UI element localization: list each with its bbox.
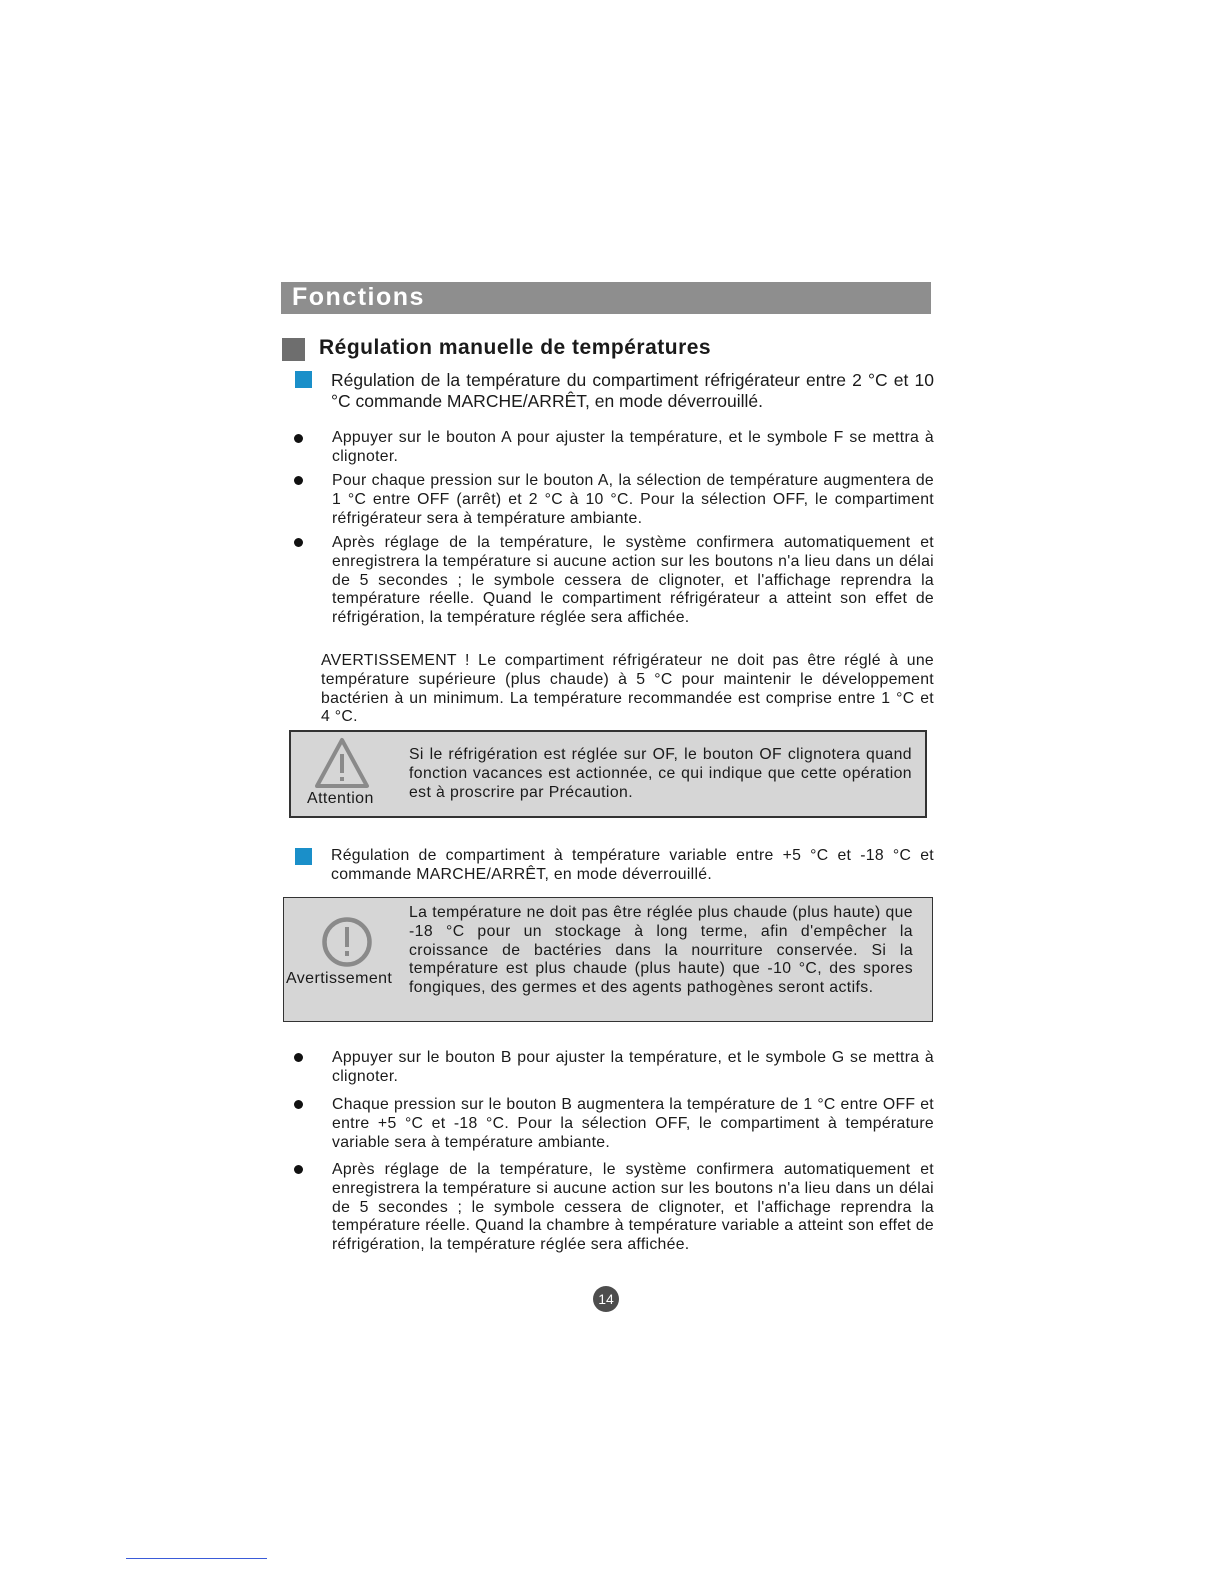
page-number: 14: [593, 1286, 619, 1312]
bullet-icon: [294, 1165, 303, 1174]
subheading-marker: [295, 848, 312, 865]
variable-bullet-1: Appuyer sur le bouton B pour ajuster la température, et le symbole G se mettra à clignoter.: [332, 1049, 934, 1085]
section-title: Fonctions: [292, 283, 425, 311]
page-heading: Régulation manuelle de températures: [319, 336, 712, 359]
section-title-bar: [281, 282, 931, 314]
bullet-icon: [294, 434, 303, 443]
exclamation-circle-icon: [321, 916, 373, 968]
attention-callout: [289, 730, 927, 818]
avertissement-label: Avertissement: [286, 970, 393, 987]
fridge-bullet-3: Après réglage de la température, le système confirmera automatiquement et enregistrera la température si aucune action sur les boutons n'a lieu dans un délai de 5 secondes ; le symbole cessera de clignoter, et l'affichage reprendra la température réelle. Quand le compartiment réfrigérateur a atteint son effet de réfrigération, la température réglée sera affichée.: [332, 534, 934, 627]
attention-text: Si le réfrigération est réglée sur OF, le bouton OF clignotera quand fonction vacances est actionnée, ce qui indique que cette opération est à proscrire par Précaution.: [409, 746, 912, 801]
avertissement-callout: [283, 897, 933, 1022]
attention-label: Attention: [307, 790, 374, 807]
variable-bullet-2: Chaque pression sur le bouton B augmentera la température de 1 °C entre OFF et entre +5 °C et -18 °C. Pour la sélection OFF, le compartiment à température variable sera à température ambiante.: [332, 1096, 934, 1151]
warning-triangle-icon: [314, 737, 370, 789]
fridge-bullet-2: Pour chaque pression sur le bouton A, la sélection de température augmentera de 1 °C entre OFF (arrêt) et 2 °C à 10 °C. Pour la sélection OFF, le compartiment réfrigérateur sera à température ambiante.: [332, 472, 934, 527]
bullet-icon: [294, 1100, 303, 1109]
variable-bullet-3: Après réglage de la température, le système confirmera automatiquement et enregistrera la température si aucune action sur les boutons n'a lieu dans un délai de 5 secondes ; le symbole cessera de clignoter, et l'affichage reprendra la température réelle. Quand la chambre à température variable a atteint son effet de réfrigération, la température réglée sera affichée.: [332, 1161, 934, 1254]
avertissement-text: La température ne doit pas être réglée plus chaude (plus haute) que -18 °C pour un stockage à long terme, afin d'empêcher la croissance de bactéries dans la nourriture conservée. Si la température est plus chaude (plus haute) que -10 °C, des spores fongiques, des germes et des agents pathogènes seront actifs.: [409, 904, 913, 997]
bullet-icon: [294, 1053, 303, 1062]
subheading-marker: [295, 371, 312, 388]
bullet-icon: [294, 538, 303, 547]
fridge-subheading: Régulation de la température du compartiment réfrigérateur entre 2 °C et 10 °C commande MARCHE/ARRÊT, en mode déverrouillé.: [331, 370, 934, 411]
bullet-icon: [294, 476, 303, 485]
fridge-bullet-1: Appuyer sur le bouton A pour ajuster la température, et le symbole F se mettra à clignoter.: [332, 429, 934, 465]
variable-subheading: Régulation de compartiment à température variable entre +5 °C et -18 °C et commande MARCHE/ARRÊT, en mode déverrouillé.: [331, 847, 934, 883]
fridge-warning: AVERTISSEMENT ! Le compartiment réfrigérateur ne doit pas être réglé à une température supérieure (plus chaude) à 5 °C pour maintenir le développement bactérien à un minimum. La température recommandée est comprise entre 1 °C et 4 °C.: [321, 652, 934, 726]
footer-rule: [126, 1558, 267, 1559]
heading-marker: [282, 338, 305, 361]
